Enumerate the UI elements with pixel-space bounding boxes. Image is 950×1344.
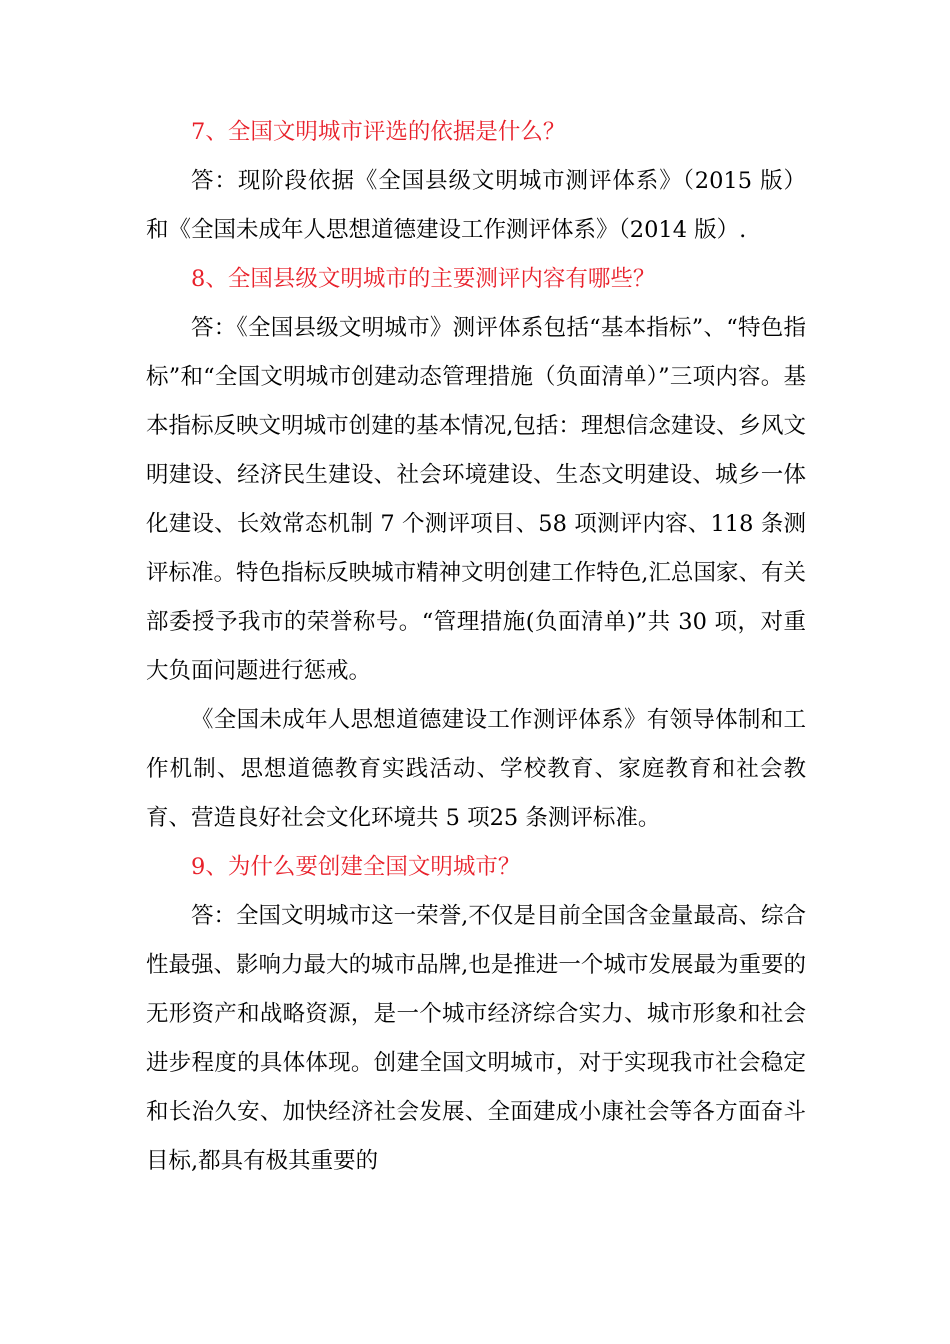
answer-paragraph-9: 答：全国文明城市这一荣誉,不仅是目前全国含金量最高、综合性最强、影响力最大的城市品牌,也是推进一个城市发展最为重要的无形资产和战略资源，是一个城市经济综合实力、城市形象和社会进步程度的具体体现。创建全国文明城市，对于实现我市社会稳定和长治久安、加快经济社会发展、全面建成小康社会等各方面奋斗目标,都具有极其重要的 [146, 903, 806, 1174]
answer-paragraph-7: 答：现阶段依据《全国县级文明城市测评体系》（2015 版）和《全国未成年人思想道德建设工作测评体系》（2014 版）. [146, 168, 806, 243]
question-heading-8: 8、全国县级文明城市的主要测评内容有哪些？ [191, 266, 656, 292]
answer-paragraph-8-continued: 《全国未成年人思想道德建设工作测评体系》有领导体制和工作机制、思想道德教育实践活动、学校教育、家庭教育和社会教育、营造良好社会文化环境共 5 项25 条测评标准。 [146, 707, 806, 831]
question-heading-9: 9、为什么要创建全国文明城市？ [191, 854, 521, 880]
answer-paragraph-8: 答：《全国县级文明城市》测评体系包括“基本指标”、“特色指标”和“全国文明城市创建动态管理措施（负面清单）”三项内容。基本指标反映文明城市创建的基本情况,包括：理想信念建设、乡风文明建设、经济民生建设、社会环境建设、生态文明建设、城乡一体化建设、长效常态机制 7 个测评项目、58 项测评内容、118 条测评标准。特色指标反映城市精神文明创建工作特色,汇总国家、有关部委授予我市的荣誉称号。“管理措施(负面清单)”共 30 项，对重大负面问题进行惩戒。 [146, 315, 806, 684]
question-heading-7: 7、全国文明城市评选的依据是什么？ [191, 119, 566, 145]
document-body [146, 108, 806, 1186]
